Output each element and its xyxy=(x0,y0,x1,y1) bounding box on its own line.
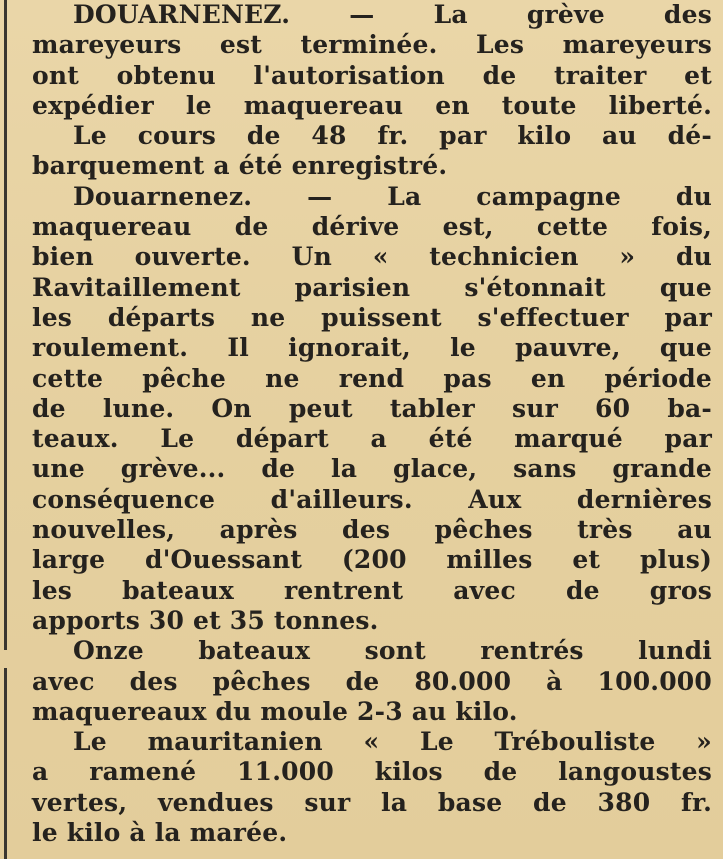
column-rule-top xyxy=(4,0,7,650)
paragraph-campaign xyxy=(32,182,712,636)
text-line: teaux. Le départ a été marqué par xyxy=(32,424,712,454)
text-line: maquereaux du moule 2-3 au kilo. xyxy=(32,696,518,726)
text-line: conséquence d'ailleurs. Aux dernières xyxy=(32,484,712,514)
text-line: cette pêche ne rend pas en période xyxy=(32,363,712,393)
text-line: bien ouverte. Un « technicien » du xyxy=(32,242,712,272)
column-rule-bottom xyxy=(4,668,7,859)
text-line: Douarnenez. — La campagne du xyxy=(73,181,712,211)
text-line: maquereau de dérive est, cette fois, xyxy=(32,212,712,242)
text-line: apports 30 et 35 tonnes. xyxy=(32,605,379,635)
text-line: expédier le maquereau en toute liberté. xyxy=(32,90,712,120)
text-line: de lune. On peut tabler sur 60 ba- xyxy=(32,393,712,423)
text-line: ont obtenu l'autorisation de traiter et xyxy=(32,60,712,90)
text-line: avec des pêches de 80.000 à 100.000 xyxy=(32,666,712,696)
text-line: roulement. Il ignorait, le pauvre, que xyxy=(32,333,712,363)
text-line: Le cours de 48 fr. par kilo au dé- xyxy=(73,121,712,151)
text-line: DOUARNENEZ. — La grève des xyxy=(73,0,712,29)
text-line: a ramené 11.000 kilos de langoustes xyxy=(32,757,712,787)
paragraph-price xyxy=(32,121,712,182)
paragraph-lobsters xyxy=(32,727,712,848)
text-line: mareyeurs est terminée. Les mareyeurs xyxy=(32,30,712,60)
text-line: Onze bateaux sont rentrés lundi xyxy=(73,636,712,666)
article-column xyxy=(32,0,712,848)
text-line: Ravitaillement parisien s'étonnait que xyxy=(32,272,712,302)
paragraph-boats-returned xyxy=(32,636,712,727)
text-line: les bateaux rentrent avec de gros xyxy=(32,575,712,605)
paragraph-strike-ended xyxy=(32,0,712,121)
text-line: nouvelles, après des pêches très au xyxy=(32,515,712,545)
text-line: barquement a été enregistré. xyxy=(32,151,448,181)
text-line: les départs ne puissent s'effectuer par xyxy=(32,302,712,332)
text-line: le kilo à la marée. xyxy=(32,818,288,848)
text-line: une grève... de la glace, sans grande xyxy=(32,454,712,484)
text-line: vertes, vendues sur la base de 380 fr. xyxy=(32,787,712,817)
text-line: Le mauritanien « Le Trébouliste » xyxy=(73,727,712,757)
text-line: large d'Ouessant (200 milles et plus) xyxy=(32,545,712,575)
